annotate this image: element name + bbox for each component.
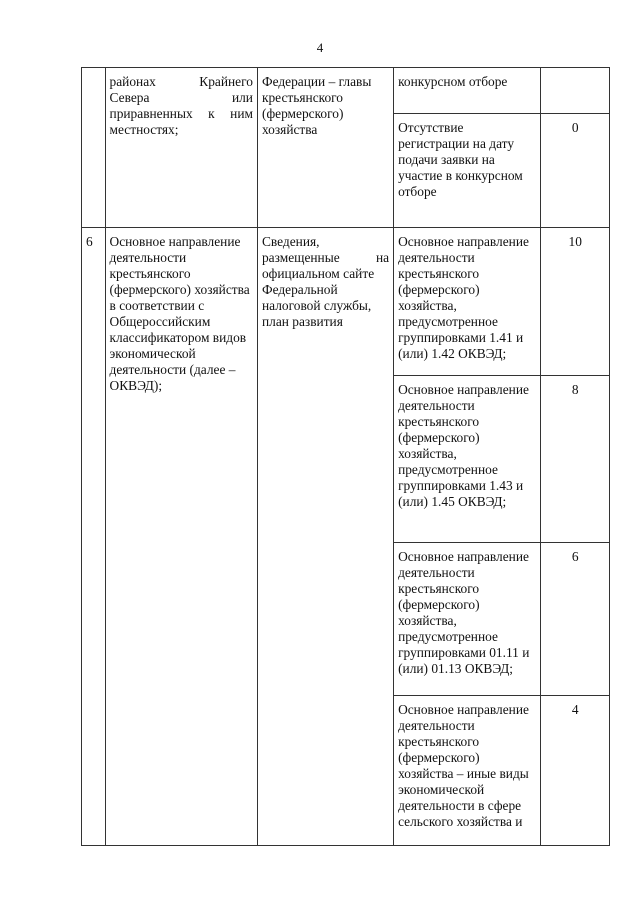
source-line: (фермерского) (261, 106, 344, 121)
criterion-line: местностях; (109, 122, 179, 137)
table-row (82, 228, 610, 376)
criteria-table (81, 67, 610, 846)
option-points-cell: 10 (541, 228, 610, 376)
source-line: размещенные на (261, 250, 390, 265)
source-line: план развития (261, 314, 343, 329)
criterion-cell (105, 68, 257, 228)
row-number-cell: 6 (82, 228, 106, 846)
criterion-cell: Основное направление деятельности крестьянского (фермерского) хозяйства в соответствии с Общероссийским классификатором видов экономической деятельности (далее – ОКВЭД); (105, 228, 257, 846)
source-line: хозяйства (261, 122, 318, 137)
table-row (82, 68, 610, 114)
source-line: налоговой службы, (261, 298, 372, 313)
source-line: Сведения, (261, 234, 320, 249)
option-points-cell: 0 (541, 114, 610, 228)
option-text-cell: Основное направление деятельности крестьянского (фермерского) хозяйства – иные виды экономической деятельности в сфере сельского хозяйства и (394, 696, 541, 846)
criterion-line: приравненных к ним (109, 106, 253, 121)
row-number-cell (82, 68, 106, 228)
option-text-cell: Отсутствие регистрации на дату подачи заявки на участие в конкурсном отборе (394, 114, 541, 228)
source-line: Федеральной (261, 282, 338, 297)
source-line: Федерации – главы (261, 74, 372, 89)
option-points-cell: 8 (541, 376, 610, 543)
source-line: официальном сайте (261, 266, 375, 281)
page-number: 4 (316, 40, 324, 55)
source-line: крестьянского (261, 90, 344, 105)
option-text-cell: Основное направление деятельности крестьянского (фермерского) хозяйства, предусмотренное группировками 1.43 и (или) 1.45 ОКВЭД; (394, 376, 541, 543)
option-text-cell: Основное направление деятельности крестьянского (фермерского) хозяйства, предусмотренное группировками 01.11 и (или) 01.13 ОКВЭД; (394, 543, 541, 696)
source-cell (257, 228, 393, 846)
option-points-cell: 6 (541, 543, 610, 696)
source-cell (257, 68, 393, 228)
criterion-line: районах Крайнего (109, 74, 253, 89)
option-text-cell: Основное направление деятельности крестьянского (фермерского) хозяйства, предусмотренное группировками 1.41 и (или) 1.42 ОКВЭД; (394, 228, 541, 376)
option-text-cell: конкурсном отборе (394, 68, 541, 114)
option-points-cell (541, 68, 610, 114)
criterion-line: Севера или (109, 90, 253, 105)
option-points-cell: 4 (541, 696, 610, 846)
